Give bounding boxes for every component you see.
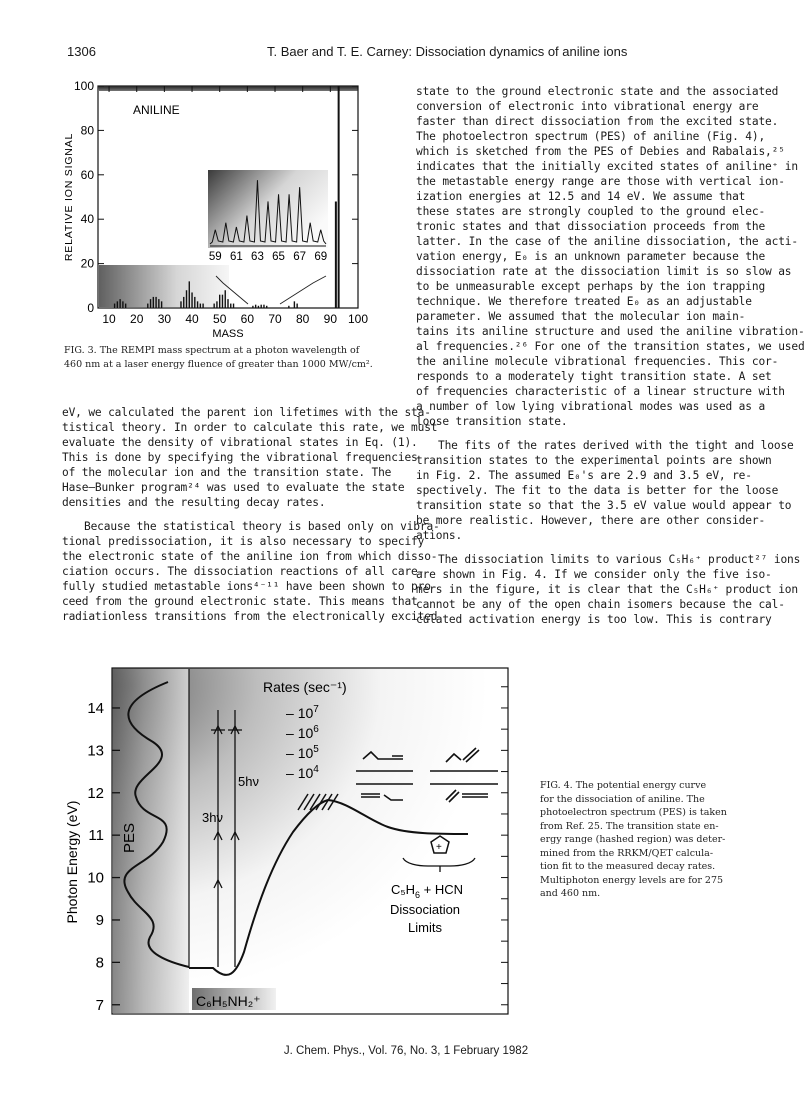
inset-tick-label: 63	[251, 251, 264, 263]
text-line: mers in the figure, it is clear that the C₅H₆⁺ product ion	[416, 583, 798, 596]
rate-entry: – $10^5$	[286, 744, 319, 761]
panel-label: ANILINE	[133, 103, 180, 117]
text-line: ceed from the ground electronic state. This means that	[62, 595, 418, 608]
inset-tick-label: 65	[272, 251, 285, 263]
y-tick-label: 13	[87, 742, 104, 760]
y-tick-label: 20	[80, 256, 94, 271]
y-tick-label: 9	[95, 911, 104, 929]
inset-tick-label: 61	[229, 251, 243, 263]
dissociation-label: Dissociation	[389, 902, 461, 917]
text-line	[416, 543, 761, 552]
text-line: are shown in Fig. 4. If we consider only the five iso-	[416, 568, 772, 581]
text-line: The photoelectron spectrum (PES) of aniline (Fig. 4),	[416, 130, 766, 143]
y-tick-label: 60	[80, 167, 94, 182]
text-line: transition states to the experimental points are shown	[416, 454, 772, 467]
text-line: The fits of the rates derived with the tight and loose	[438, 439, 794, 452]
text-line: of frequencies characteristic of a linear structure with	[416, 385, 785, 398]
x-tick-label: 10	[102, 312, 116, 326]
inset-background	[208, 170, 328, 248]
text-line: evaluate the density of vibrational states in Eq. (1).	[62, 436, 418, 449]
y-tick-label: 8	[95, 954, 104, 972]
text-line: culated activation energy is too low. This is contrary	[416, 613, 772, 626]
y-tick-label: 11	[88, 827, 104, 845]
text-line: the aniline molecule vibrational frequencies. This cor-	[416, 355, 779, 368]
figure-4-energy-diagram	[58, 662, 524, 1026]
text-line: cannot be any of the open chain isomers because the cal-	[416, 598, 785, 611]
x-tick-label: 30	[157, 312, 172, 326]
text-line: al frequencies.²⁶ For one of the transition states, we used	[416, 340, 805, 353]
caption-line: from Ref. 25. The transition state en-	[540, 820, 719, 832]
text-line: the metastable energy range are those with vertical ion-	[416, 175, 785, 188]
text-line: parameter. We assumed that the molecular ion main-	[416, 310, 746, 323]
y-tick-label: 100	[73, 79, 94, 93]
label-3hv: 3hν	[202, 810, 223, 825]
text-line: tional predissociation, it is also necessary to specify	[62, 535, 425, 548]
running-title: T. Baer and T. E. Carney: Dissociation dynamics of aniline ions	[267, 44, 628, 59]
text-line: vation energy, E₀ is an unknown parameter because the	[416, 250, 766, 263]
rate-entry: – $10^4$	[286, 764, 319, 781]
text-line: ization energies at 12.5 and 14 eV. We assume that	[416, 190, 746, 203]
x-tick-label: 60	[240, 312, 255, 326]
text-line: these states are strongly coupled to the ground elec-	[416, 205, 766, 218]
text-line: tistical theory. In order to calculate this rate, we must	[62, 421, 438, 434]
x-tick-label: 40	[185, 312, 199, 326]
text-line: state to the ground electronic state and the associated	[416, 85, 779, 98]
rate-entry: – $10^7$	[286, 704, 319, 721]
y-axis-label: RELATIVE ION SIGNAL	[63, 132, 75, 262]
text-line: dissociation rate at the dissociation limit is so slow as	[416, 265, 792, 278]
text-line: densities and the resulting decay rates.	[62, 496, 326, 509]
x-tick-label: 50	[213, 312, 227, 326]
pes-label: PES	[121, 822, 138, 854]
text-line: ations.	[416, 529, 463, 542]
rates-title: Rates (sec⁻¹)	[263, 679, 347, 695]
x-tick-label: 90	[323, 312, 338, 326]
text-line: Hase–Bunker program²⁴ was used to evaluate the state	[62, 481, 405, 494]
text-line: the electronic state of the aniline ion from which disso-	[62, 550, 438, 563]
x-tick-label: 70	[268, 312, 282, 326]
caption-line: FIG. 4. The potential energy curve	[540, 780, 707, 791]
caption-line: and 460 nm.	[540, 888, 601, 899]
text-line: technique. We therefore treated E₀ as an adjustable	[416, 295, 752, 308]
text-line: radiationless transitions from the electronically excited	[62, 610, 438, 623]
figure-4-caption	[540, 779, 770, 901]
caption-line: photoelectron spectrum (PES) is taken	[540, 807, 727, 818]
caption-line: FIG. 3. The REMPI mass spectrum at a photon wavelength of	[64, 345, 360, 356]
svg-text:+: +	[436, 842, 442, 853]
limits-label: Limits	[408, 920, 442, 935]
x-tick-label: 80	[296, 312, 310, 326]
figure-3-caption	[64, 344, 404, 371]
rate-entry: – $10^6$	[286, 724, 319, 741]
text-line: conversion of electronic into vibrational energy are	[416, 100, 759, 113]
text-line: tains its aniline structure and used the aniline vibration-	[416, 325, 805, 338]
text-line: transition state so that the 3.5 eV value would appear to	[416, 499, 792, 512]
figure-3-mass-spectrum	[58, 78, 398, 340]
y-tick-label: 10	[87, 869, 104, 887]
text-line	[62, 510, 407, 519]
y-tick-label: 40	[80, 212, 94, 227]
right-column-text	[416, 84, 805, 627]
low-signal-shading	[99, 265, 229, 307]
inset-tick-label: 67	[293, 251, 307, 263]
text-line: ciation occurs. The dissociation reactions of all care-	[62, 565, 425, 578]
caption-line: 460 nm at a laser energy fluence of greater than 1000 MW/cm².	[64, 358, 373, 370]
y-tick-label: 80	[80, 123, 94, 138]
text-line: be more realistic. However, there are other consider-	[416, 514, 766, 527]
text-line: The dissociation limits to various C₅H₆⁺ product²⁷ ions	[438, 553, 801, 566]
caption-line: Multiphoton energy levels are for 275	[540, 874, 724, 886]
caption-line: tion fit to the measured decay rates.	[540, 861, 716, 872]
aniline-ion-label: C₆H₅NH₂⁺	[196, 993, 261, 1009]
text-line: in Fig. 2. The assumed E₀'s are 2.9 and 3.5 eV, re-	[416, 469, 752, 482]
x-axis-label: MASS	[212, 328, 244, 340]
caption-line: ergy range (hashed region) was deter-	[540, 834, 726, 845]
text-line: indicates that the initially excited states of aniline⁺ in	[416, 160, 798, 173]
y-tick-label: 7	[95, 996, 104, 1014]
label-5hv: 5hν	[238, 774, 259, 789]
text-line: spectively. The fit to the data is better for the loose	[416, 484, 779, 497]
text-line: eV, we calculated the parent ion lifetimes with the sta-	[62, 406, 431, 419]
y-axis-label: Photon Energy (eV)	[64, 800, 80, 924]
x-tick-label: 20	[130, 312, 144, 326]
text-line: loose transition state.	[416, 415, 568, 428]
product-label: $C_5H_6$ + HCN	[391, 882, 464, 900]
inset-tick-label: 69	[314, 251, 328, 263]
text-line: fully studied metastable ions⁴⁻¹¹ have been shown to pro-	[62, 580, 438, 593]
text-line: latter. In the case of the aniline dissociation, the acti-	[416, 235, 798, 248]
journal-footer: J. Chem. Phys., Vol. 76, No. 3, 1 February 1982	[283, 1045, 529, 1057]
y-tick-label: 14	[87, 699, 104, 717]
y-tick-label: 12	[87, 784, 104, 802]
x-tick-label: 100	[347, 312, 369, 326]
text-line	[416, 429, 761, 438]
text-line: which is sketched from the PES of Debies and Rabalais,²⁵	[416, 145, 785, 158]
caption-line: mined from the RRKM/QET calcula-	[540, 847, 714, 859]
inset-tick-label: 59	[208, 251, 222, 263]
text-line: of the molecular ion and the transition state. The	[62, 466, 392, 479]
text-line: a number of low lying vibrational modes was used as a	[416, 400, 766, 413]
text-line: tronic states and that dissociation proceeds from the	[416, 220, 766, 233]
y-tick-label: 0	[87, 301, 94, 315]
page-number: 1306	[67, 44, 96, 59]
page-header	[67, 44, 747, 62]
text-line: to be unmeasurable except perhaps by the ion trapping	[416, 280, 766, 293]
text-line: Because the statistical theory is based only on vibra-	[84, 520, 440, 533]
caption-line: for the dissociation of aniline. The	[540, 793, 705, 805]
text-line: This is done by specifying the vibrational frequencies	[62, 451, 418, 464]
text-line: faster than direct dissociation from the excited state.	[416, 115, 779, 128]
text-line: responds to a moderately tight transition state. A set	[416, 370, 772, 383]
